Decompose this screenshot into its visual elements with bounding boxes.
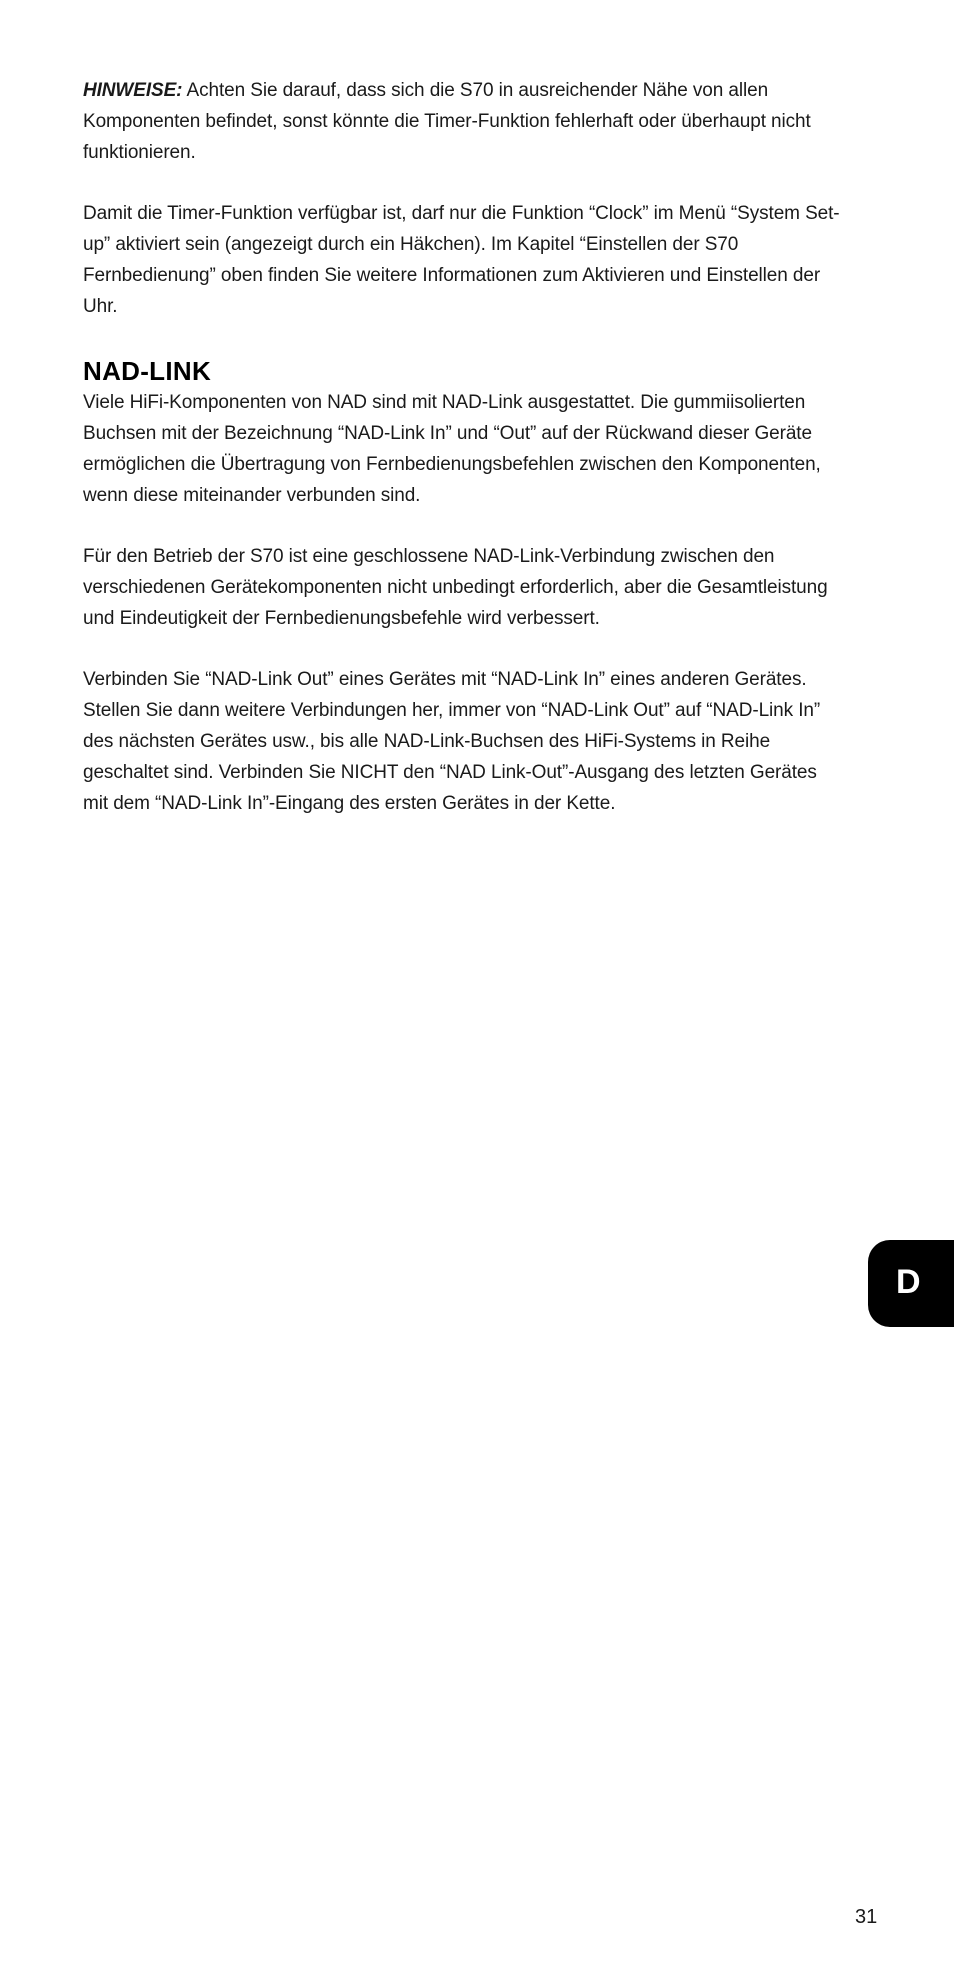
nad-link-paragraph-2: Für den Betrieb der S70 ist eine geschlossene NAD-Link-Verbindung zwischen den verschiedenen Gerätekomponenten nicht unbedingt erforderlich, aber die Gesamtleistung und Eindeutigkeit der Fernbedienungsbefehle wird verbessert. — [83, 546, 828, 629]
language-tab — [868, 1240, 954, 1327]
note-paragraph — [83, 75, 843, 168]
page-content — [83, 75, 843, 819]
note-text: Achten Sie darauf, dass sich die S70 in ausreichender Nähe von allen Komponenten befindet, sonst könnte die Timer-Funktion fehlerhaft oder überhaupt nicht funktionieren. — [83, 80, 811, 163]
nad-link-paragraph-3: Verbinden Sie “NAD-Link Out” eines Gerätes mit “NAD-Link In” eines anderen Gerätes. Stellen Sie dann weitere Verbindungen her, immer von “NAD-Link Out” auf “NAD-Link In” des nächsten Gerätes usw., bis alle NAD-Link-Buchsen des HiFi-Systems in Reihe geschaltet sind. Verbinden Sie NICHT den “NAD Link-Out”-Ausgang des letzten Gerätes mit dem “NAD-Link In”-Eingang des ersten Gerätes in der Kette. — [83, 669, 821, 814]
section-title-nad-link: NAD-LINK — [83, 356, 212, 386]
clock-paragraph: Damit die Timer-Funktion verfügbar ist, darf nur die Funktion “Clock” im Menü “System Set-up” aktiviert sein (angezeigt durch ein Häkchen). Im Kapitel “Einstellen der S70 Fernbedienung” oben finden Sie weitere Informationen zum Aktivieren und Einstellen der Uhr. — [83, 203, 840, 317]
nad-link-paragraph-1: Viele HiFi-Komponenten von NAD sind mit NAD-Link ausgestattet. Die gummiisolierten Buchsen mit der Bezeichnung “NAD-Link In” und “Out” auf der Rückwand dieser Geräte ermöglichen die Übertragung von Fernbedienungsbefehlen zwischen den Komponenten, wenn diese miteinander verbunden sind. — [83, 392, 821, 506]
page-number: 31 — [855, 1906, 878, 1928]
note-label: HINWEISE: — [83, 80, 183, 101]
language-tab-letter: D — [896, 1263, 921, 1301]
